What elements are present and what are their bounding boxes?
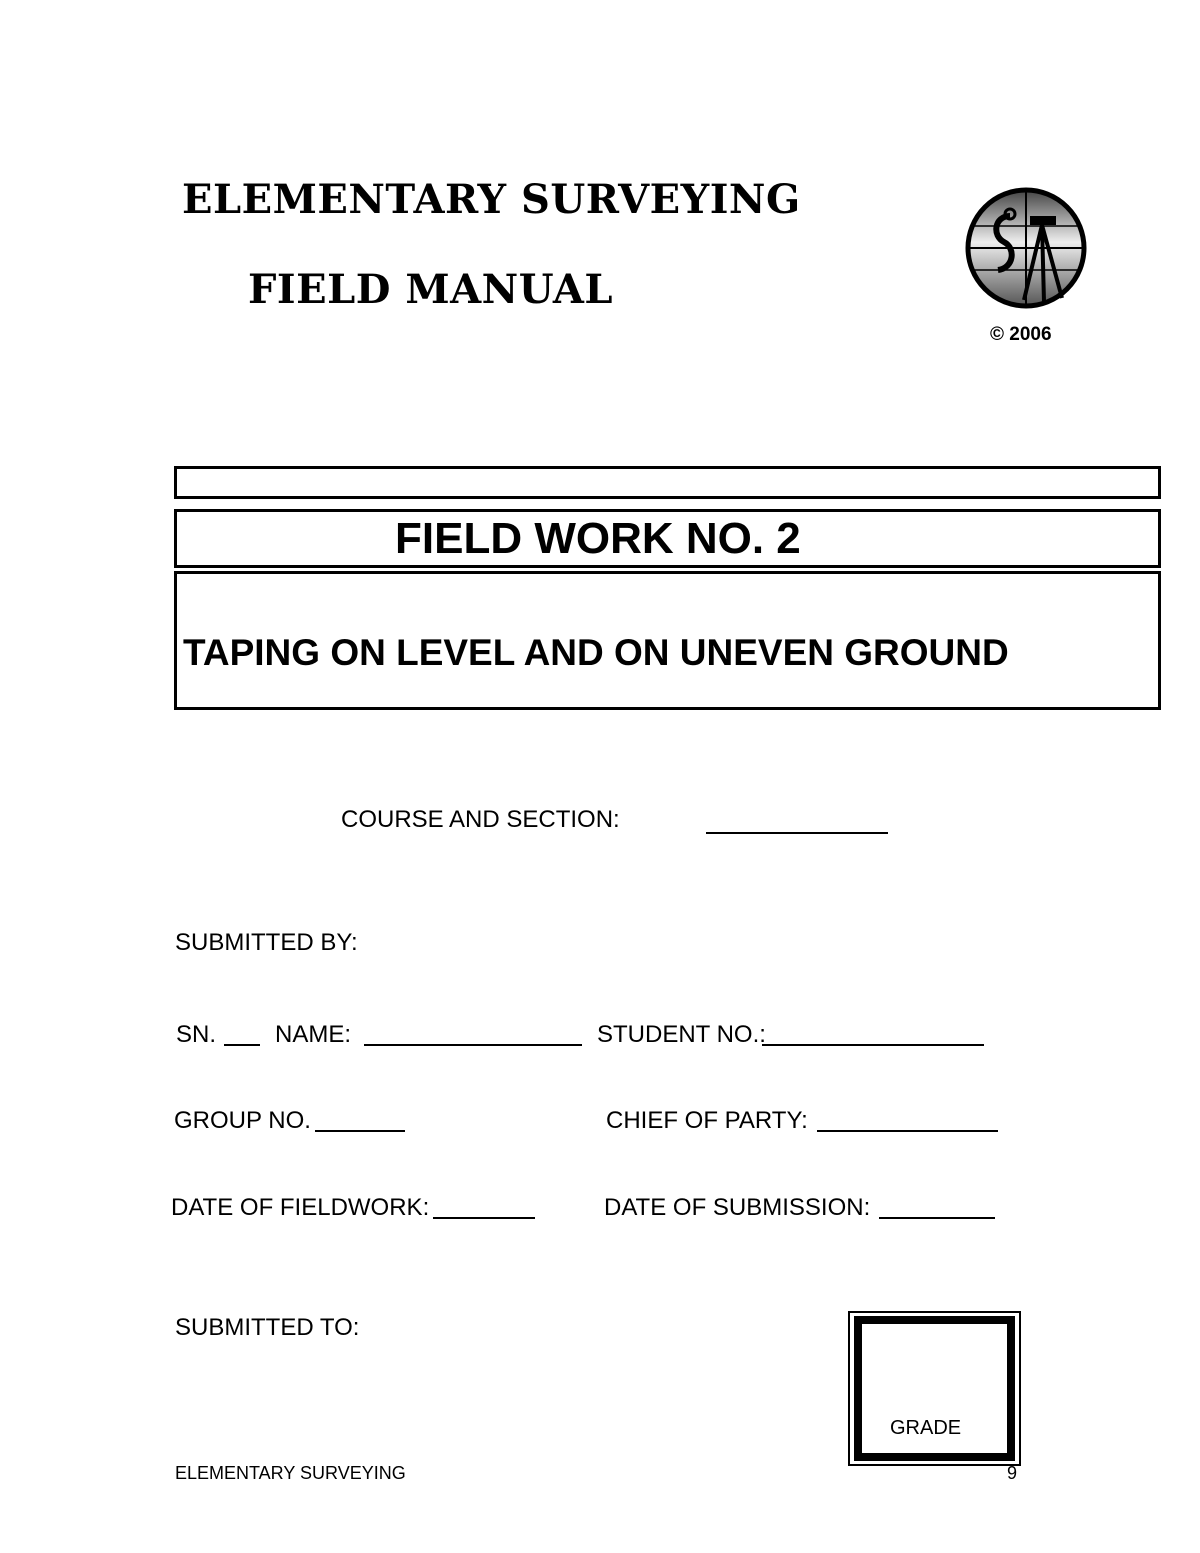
- submitted-to-label: SUBMITTED TO:: [175, 1314, 360, 1341]
- surveyor-tripod-logo-icon: [964, 186, 1088, 310]
- name-label: NAME:: [275, 1021, 352, 1048]
- page-number: 9: [1007, 1463, 1018, 1483]
- footer-title: ELEMENTARY SURVEYING: [175, 1463, 406, 1483]
- manual-title: ELEMENTARY SURVEYING: [182, 176, 801, 223]
- sn-field[interactable]: [224, 1044, 260, 1046]
- field-work-title: FIELD WORK NO. 2: [395, 514, 801, 563]
- student-no-label: STUDENT NO.:: [597, 1021, 766, 1048]
- copyright-text: © 2006: [990, 324, 1052, 345]
- submitted-by-label: SUBMITTED BY:: [175, 929, 358, 956]
- banner-top-box: [174, 466, 1161, 499]
- student-no-field[interactable]: [762, 1044, 984, 1046]
- date-fieldwork-field[interactable]: [433, 1217, 535, 1219]
- sn-label: SN.: [176, 1021, 217, 1048]
- course-section-field[interactable]: [706, 832, 888, 834]
- manual-subtitle: FIELD MANUAL: [248, 266, 614, 313]
- name-field[interactable]: [364, 1044, 582, 1046]
- group-no-label: GROUP NO.: [174, 1107, 311, 1134]
- chief-of-party-label: CHIEF OF PARTY:: [606, 1107, 808, 1134]
- date-submission-field[interactable]: [879, 1217, 995, 1219]
- chief-of-party-field[interactable]: [817, 1130, 998, 1132]
- field-work-topic: TAPING ON LEVEL AND ON UNEVEN GROUND: [183, 632, 1009, 673]
- course-section-label: COURSE AND SECTION:: [341, 806, 620, 833]
- date-fieldwork-label: DATE OF FIELDWORK:: [171, 1194, 430, 1221]
- grade-label: GRADE: [890, 1417, 962, 1439]
- group-no-field[interactable]: [315, 1130, 405, 1132]
- date-submission-label: DATE OF SUBMISSION:: [604, 1194, 871, 1221]
